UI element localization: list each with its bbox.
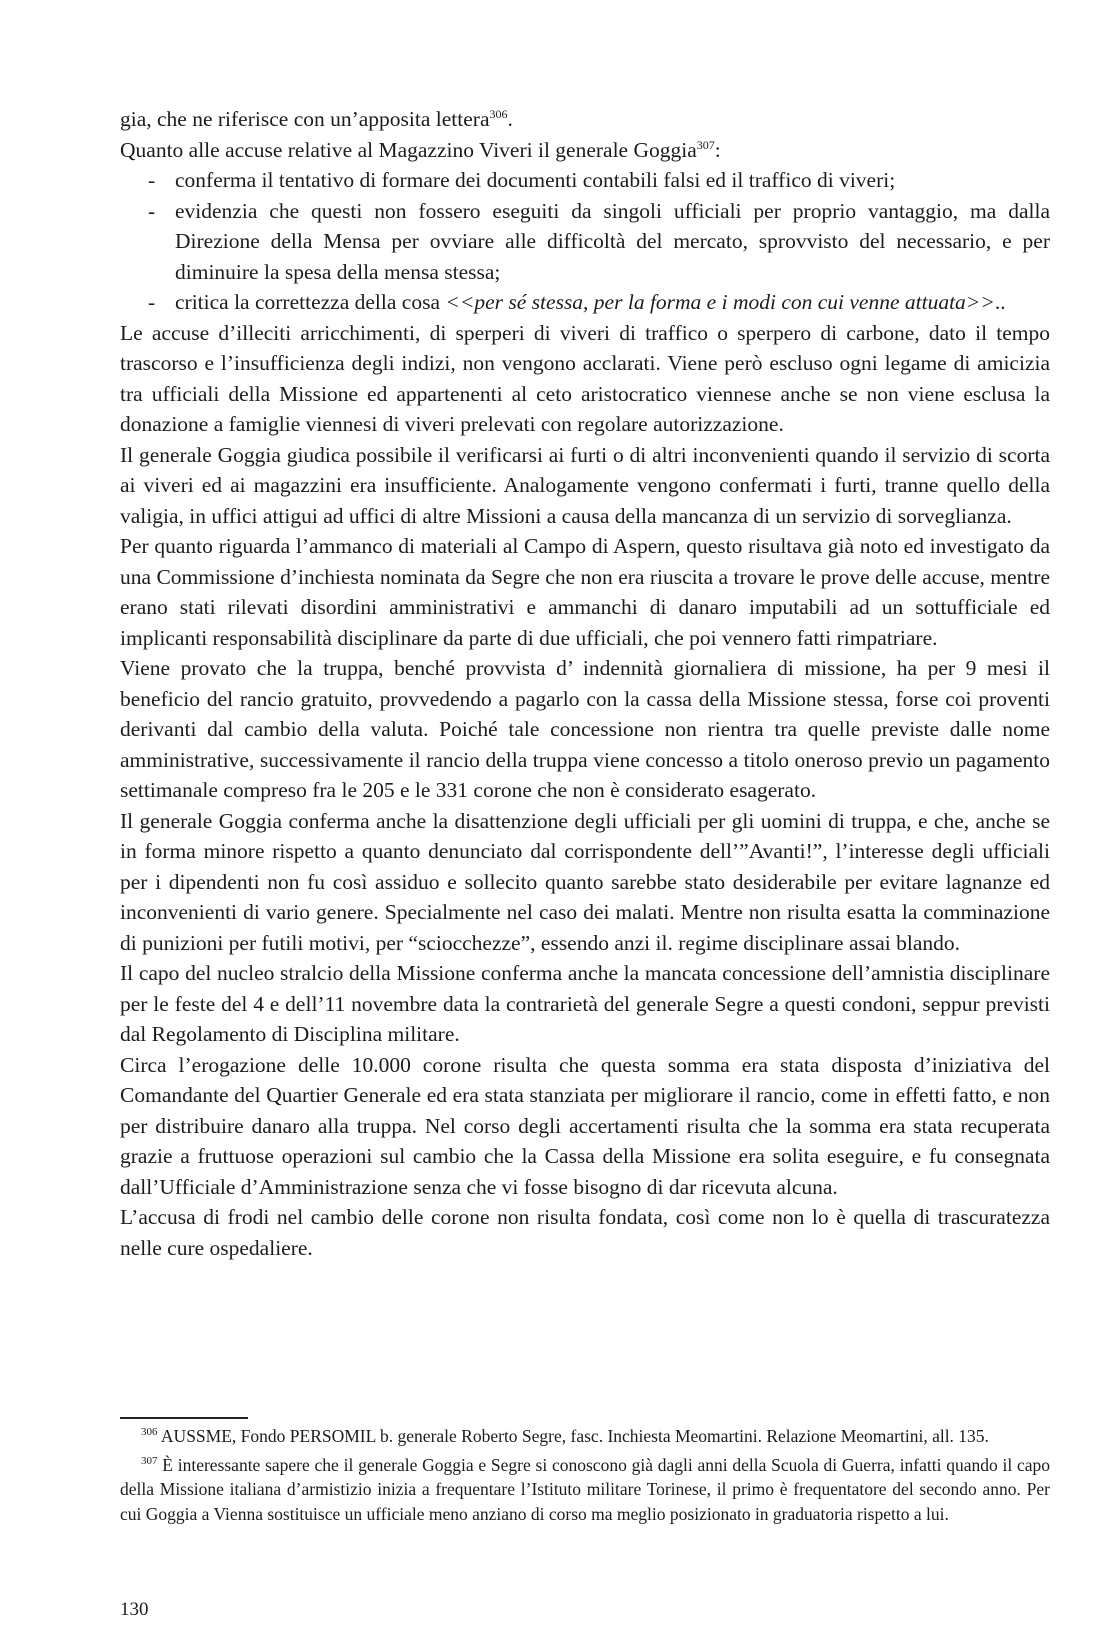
bullet-item: - conferma il tentativo di formare dei documenti contabili falsi ed il traffico di viveri;: [120, 165, 1050, 196]
paragraph-intro: Quanto alle accuse relative al Magazzino Viveri il generale Goggia$^{307}$:: [120, 137, 721, 162]
bullet-item: - critica la correttezza della cosa <<per sé stessa, per la forma e i modi con cui venne attuata>>..: [120, 287, 1050, 318]
body-text: [120, 104, 1050, 1263]
footnote: [120, 1424, 1050, 1449]
paragraph-continuation: gia, che ne riferisce con un’apposita lettera$^{306}$.: [120, 106, 513, 131]
quotation: <<per sé stessa, per la forma e i modi con cui venne attuata>>: [445, 290, 995, 314]
paragraph: Le accuse d’illeciti arricchimenti, di sperperi di viveri di traffico o sperpero di carbone, dato il tempo trascorso e l’insufficienza degli indizi, non vengono acclarati. Viene però escluso ogni legame di amicizia tra ufficiali della Missione ed appartenenti al ceto aristocratico viennese anche se non viene esclusa la donazione a famiglie viennesi di viveri prelevati con regolare autorizzazione.: [120, 320, 1050, 436]
bullet-marker: -: [148, 290, 156, 314]
footnote-text: È interessante sapere che il generale Goggia e Segre si conoscono già dagli anni della Scuola di Guerra, infatti quando il capo della Missione italiana d’armistizio inizia a frequentare l’Istituto militare Torinese, il primo è frequentatore del secondo anno. Per cui Goggia a Vienna sostituisce un ufficiale meno anziano di corso ma meglio posizionato in graduatoria rispetto a lui.: [120, 1454, 1050, 1524]
page-number: 130: [120, 1599, 149, 1620]
paragraph: L’accusa di frodi nel cambio delle corone non risulta fondata, così come non lo è quella di trascuratezza nelle cure ospedaliere.: [120, 1205, 1050, 1260]
paragraph: Il capo del nucleo stralcio della Missione conferma anche la mancata concessione dell’amnistia disciplinare per le feste del 4 e dell’11 novembre data la contrarietà del generale Segre a questi condoni, seppur previsti dal Regolamento di Disciplina militare.: [120, 961, 1050, 1046]
paragraph: Il generale Goggia conferma anche la disattenzione degli ufficiali per gli uomini di truppa, e che, anche se in forma minore rispetto a quanto denunciato dal corrispondente dell’”Avanti!”, l’interesse degli ufficiali per i dipendenti non fu così assiduo e sollecito quanto sarebbe stato desiderabile per evitare lagnanze ed inconvenienti di vario genere. Specialmente nel caso dei malati. Mentre non risulta esatta la comminazione di punizioni per futili motivi, per “sciocchezze”, essendo anzi il. regime disciplinare assai blando.: [120, 808, 1050, 955]
footnote-reference[interactable]: 307: [696, 137, 715, 152]
footnote-reference[interactable]: 306: [489, 106, 508, 121]
paragraph: Viene provato che la truppa, benché provvista d’ indennità giornaliera di missione, ha per 9 mesi il beneficio del rancio gratuito, provvedendo a pagarlo con la cassa della Missione stessa, forse coi proventi derivanti dal cambio della valuta. Poiché tale concessione non rientra tra quelle previste dalle nome amministrative, successivamente il rancio della truppa viene concesso a titolo oneroso previo un pagamento settimanale compreso fra le 205 e le 331 corone che non è considerato esagerato.: [120, 656, 1050, 802]
bullet-marker: -: [148, 168, 156, 192]
bullet-marker: -: [148, 198, 156, 223]
paragraph: Per quanto riguarda l’ammanco di materiali al Campo di Aspern, questo risultava già noto ed investigato da una Commissione d’inchiesta nominata da Segre che non era riuscita a trovare le prove delle accuse, mentre erano stati rilevati disordini amministrativi e ammanchi di danaro imputabili ad un sottufficiale ed implicanti responsabilità disciplinare da parte di due ufficiali, che poi vennero fatti rimpatriare.: [120, 534, 1050, 650]
paragraph: Circa l’erogazione delle 10.000 corone risulta che questa somma era stata disposta d’iniziativa del Comandante del Quartier Generale ed era stata stanziata per migliorare il rancio, come in effetti fatto, e non per distribuire danaro alla truppa. Nel corso degli accertamenti risulta che la somma era stata recuperata grazie a fruttuose operazioni sul cambio che la Cassa della Missione era solita eseguire, e fu consegnata dall’Ufficiale d’Amministrazione senza che vi fosse bisogno di dar ricevuta alcuna.: [120, 1052, 1050, 1199]
footnote-text: AUSSME, Fondo PERSOMIL b. generale Roberto Segre, fasc. Inchiesta Meomartini. Relazione Meomartini, all. 135.: [160, 1426, 989, 1446]
footnote-number: 307: [141, 1454, 158, 1467]
bullet-item: - evidenzia che questi non fossero eseguiti da singoli ufficiali per proprio vantaggio, ma dalla Direzione della Mensa per ovviare alle difficoltà del mercato, sprovvisto del necessario, e per diminuire la spesa della mensa stessa;: [120, 196, 1050, 288]
footnote-divider: [120, 1417, 248, 1419]
footnote: [120, 1453, 1050, 1527]
paragraph: Il generale Goggia giudica possibile il verificarsi ai furti o di altri inconvenienti quando il servizio di scorta ai viveri ed ai magazzini era insufficiente. Analogamente vengono confermati i furti, tranne quello della valigia, in uffici attigui ad uffici di altre Missioni a causa della mancanza di un servizio di sorveglianza.: [120, 442, 1050, 528]
bullet-list: [120, 165, 1050, 318]
footnotes: [120, 1424, 1050, 1530]
footnote-number: 306: [141, 1426, 158, 1439]
